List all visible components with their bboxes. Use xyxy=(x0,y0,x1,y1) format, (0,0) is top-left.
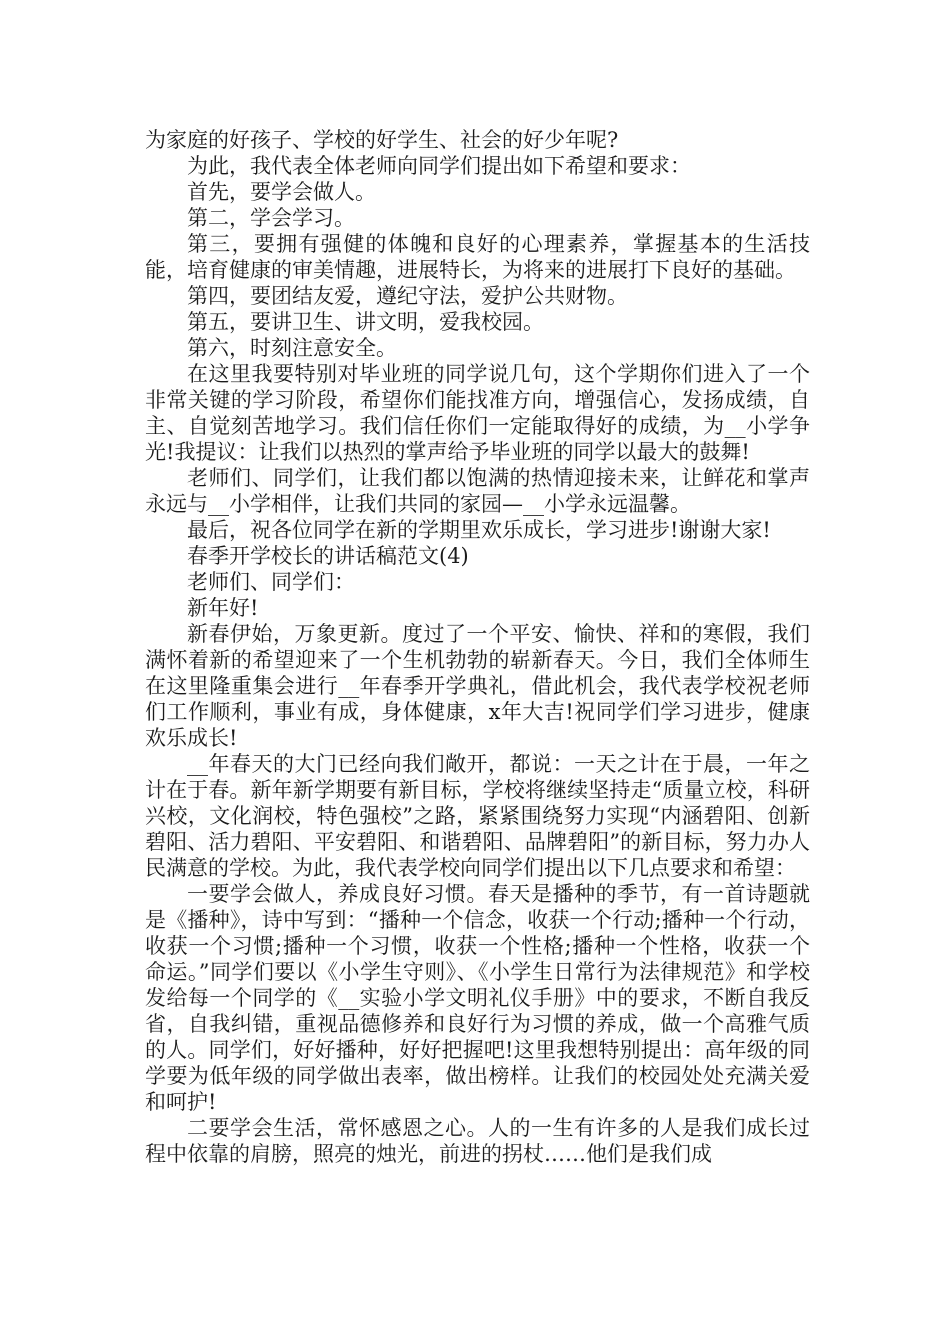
salutation: 老师们、同学们： xyxy=(187,570,355,594)
paragraph: 在这里我要特别对毕业班的同学说几句，这个学期你们进入了一个非常关键的学习阶段，希望你们能找准方向，增强信心，发扬成绩，自主、自觉刻苦地学习。我们信任你们一定能取得好的成绩，为__小学争光!我提议：让我们以热烈的掌声给予毕业班的同学以最大的鼓舞! xyxy=(145,362,810,464)
paragraph: __年春天的大门已经向我们敞开，都说：一天之计在于晨，一年之计在于春。新年新学期要有新目标，学校将继续坚持走“质量立校，科研兴校，文化润校，特色强校”之路，紧紧围绕努力实现“内涵碧阳、创新碧阳、活力碧阳、平安碧阳、和谐碧阳、品牌碧阳”的新目标，努力办人民满意的学校。为此，我代表学校向同学们提出以下几点要求和希望： xyxy=(145,752,810,880)
paragraph: 第二，学会学习。 xyxy=(187,206,355,230)
paragraph: 第三，要拥有强健的体魄和良好的心理素养，掌握基本的生活技能，培育健康的审美情趣，进展特长，为将来的进展打下良好的基础。 xyxy=(145,232,810,282)
paragraph: 最后，祝各位同学在新的学期里欢乐成长，学习进步!谢谢大家! xyxy=(187,518,771,542)
paragraph: 新春伊始，万象更新。度过了一个平安、愉快、祥和的寒假，我们满怀着新的希望迎来了一个生机勃勃的崭新春天。今日，我们全体师生在这里隆重集会进行__年春季开学典礼，借此机会，我代表学校祝老师们工作顺利，事业有成，身体健康，x年大吉!祝同学们学习进步，健康欢乐成长! xyxy=(145,622,810,750)
greeting: 新年好! xyxy=(187,596,259,620)
paragraph: 第六，时刻注意安全。 xyxy=(187,336,397,360)
paragraph: 一要学会做人，养成良好习惯。春天是播种的季节，有一首诗题就是《播种》，诗中写到：“播种一个信念，收获一个行动;播种一个行动，收获一个习惯;播种一个习惯，收获一个性格;播种一个性格，收获一个命运。”同学们要以《小学生守则》、《小学生日常行为法律规范》和学校发给每一个同学的《__实验小学文明礼仪手册》中的要求，不断自我反省，自我纠错，重视品德修养和良好行为习惯的养成，做一个高雅气质的人。同学们，好好播种，好好把握吧!这里我想特别提出：高年级的同学要为低年级的同学做出表率，做出榜样。让我们的校园处处充满关爱和呵护! xyxy=(145,882,810,1114)
paragraph: 首先，要学会做人。 xyxy=(187,180,376,204)
paragraph: 老师们、同学们，让我们都以饱满的热情迎接未来，让鲜花和掌声永远与__小学相伴，让我们共同的家园—__小学永远温馨。 xyxy=(145,466,810,516)
paragraph: 为此，我代表全体老师向同学们提出如下希望和要求： xyxy=(187,154,691,178)
document-body xyxy=(145,127,810,1167)
paragraph: 为家庭的好孩子、学校的好学生、社会的好少年呢? xyxy=(145,128,619,152)
paragraph: 第四，要团结友爱，遵纪守法，爱护公共财物。 xyxy=(187,284,628,308)
paragraph: 第五，要讲卫生、讲文明，爱我校园。 xyxy=(187,310,544,334)
paragraph: 二要学会生活，常怀感恩之心。人的一生有许多的人是我们成长过程中依靠的肩膀，照亮的烛光，前进的拐杖……他们是我们成 xyxy=(145,1116,810,1166)
section-heading: 春季开学校长的讲话稿范文(4) xyxy=(187,544,469,568)
